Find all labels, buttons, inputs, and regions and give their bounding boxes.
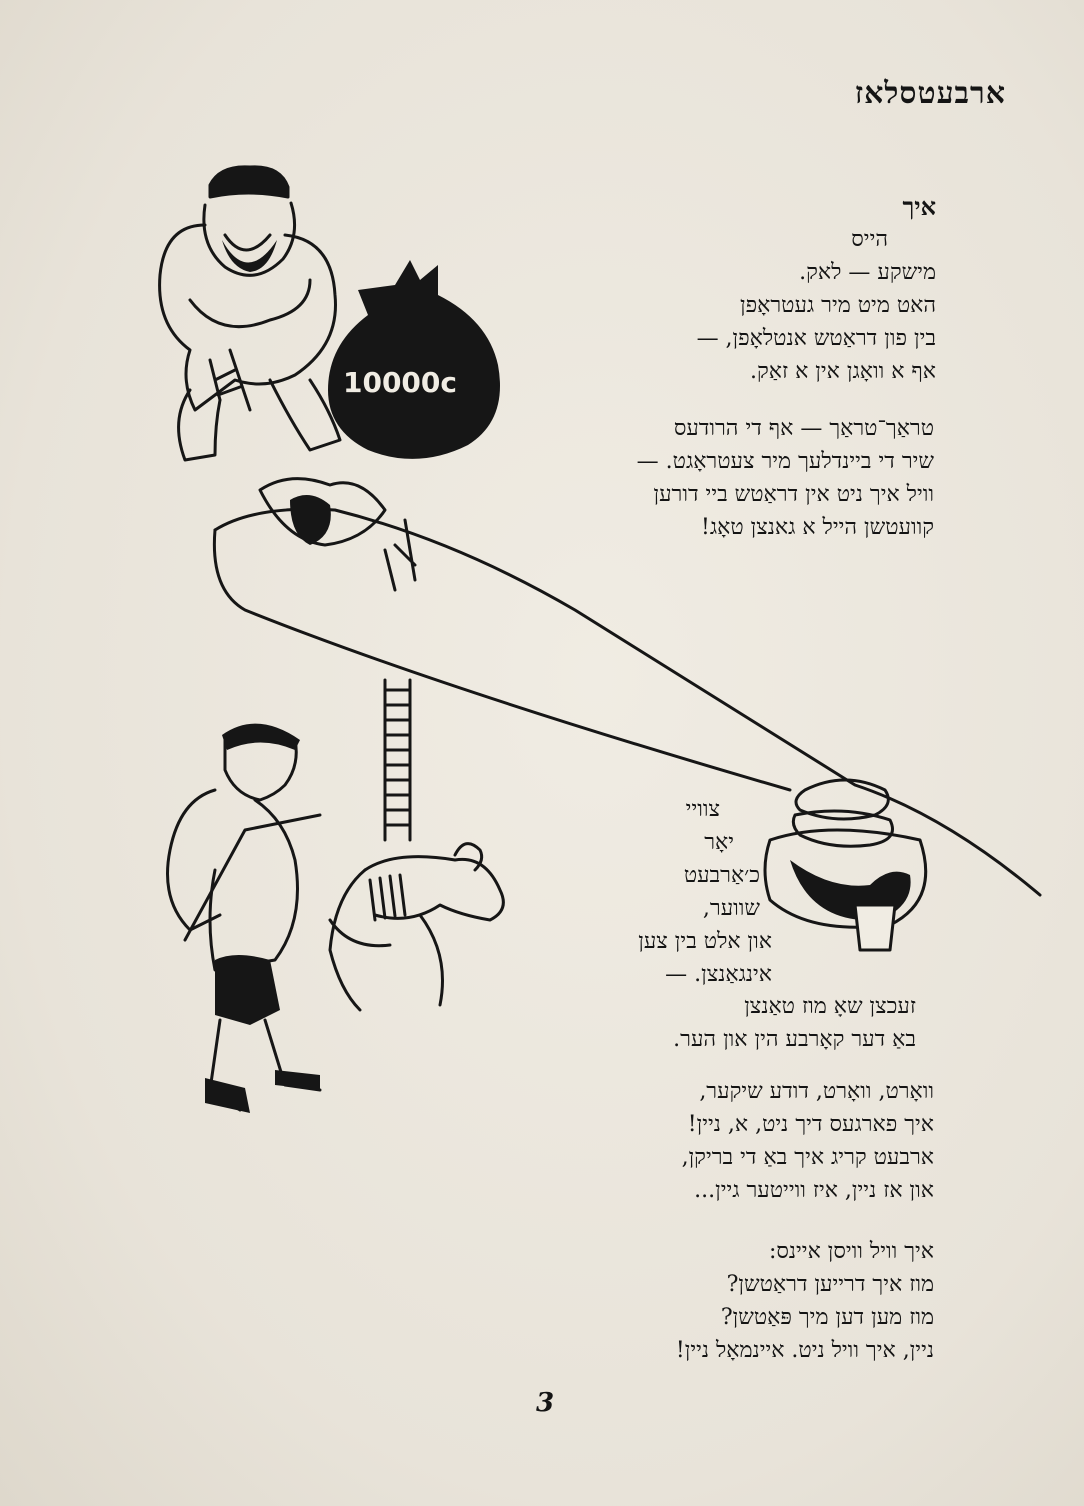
stanza-3 [638,793,772,991]
stanza-line: כ׳אַרבעט [683,863,760,888]
stanza-5 [682,1075,934,1207]
stanza-line: ניין, איך וויל ניט. איינמאָל ניין! [675,1338,934,1363]
stanza-line: ארבעט קריג איך באַ די בריקן, [681,1145,934,1170]
stanza-line: הייס [851,227,888,252]
stanza-line: אינגאַנצן. — [665,962,772,987]
stanza-line: יאָר [704,830,734,855]
stanza-line: טראַך־טראַך — אף די הרודעס [673,416,934,441]
money-bag-label: 10000c [342,366,458,399]
stanza-line: וויל איך ניט אין דראַטש ביי דורען [653,482,934,507]
stanza-line: בין פון דראַטש אנטלאָפן, — [696,326,936,351]
stanza-line: מוז איך דרייען דראַטשן? [726,1272,934,1297]
stanza-line: מוז מען דען מיך פּאַטשן? [720,1305,934,1330]
stanza-4 [673,990,916,1056]
stanza-line: זעכצן שאָ מוז טאַנצן [744,994,916,1019]
beam-press-illustration [214,479,1040,950]
stanza-line: שווער, [702,896,760,921]
stanza-line: האט מיט מיר געטראָפן [740,293,936,318]
stanza-6 [676,1235,934,1367]
stanza-1 [697,190,936,388]
page-title: ארבעטסלאז [854,76,1006,111]
stanza-line: שיר די ביינדלעך מיר צעטראָגט. — [636,449,934,474]
boy-with-horse-illustration [168,724,504,1113]
stanza-line: אף א וואָגן אין א זאַק. [750,359,936,384]
fat-man-illustration [160,167,340,460]
stanza-line: איך [902,192,936,221]
stanza-line: און אלט בין צען [638,929,772,954]
page-number: 3 [535,1388,555,1418]
stanza-line: צוויי [685,797,720,822]
stanza-line: באַ דער קאָרבע הין און הער. [673,1027,916,1052]
stanza-line: קוועטשן הייל א גאנצן טאָג! [701,515,934,540]
stanza-line: מישקע — לאק. [799,260,936,285]
stanza-line: און אז ניין, איז ווייטער גיין... [694,1178,934,1203]
stanza-2 [637,412,934,544]
stanza-line: איך וויל וויסן איינס: [768,1239,934,1264]
stanza-line: איך פארגעס דיך ניט, א, ניין! [687,1112,934,1137]
money-bag-illustration [328,260,500,459]
stanza-line: וואָרט, וואָרט, דודע שיקער, [699,1079,934,1104]
